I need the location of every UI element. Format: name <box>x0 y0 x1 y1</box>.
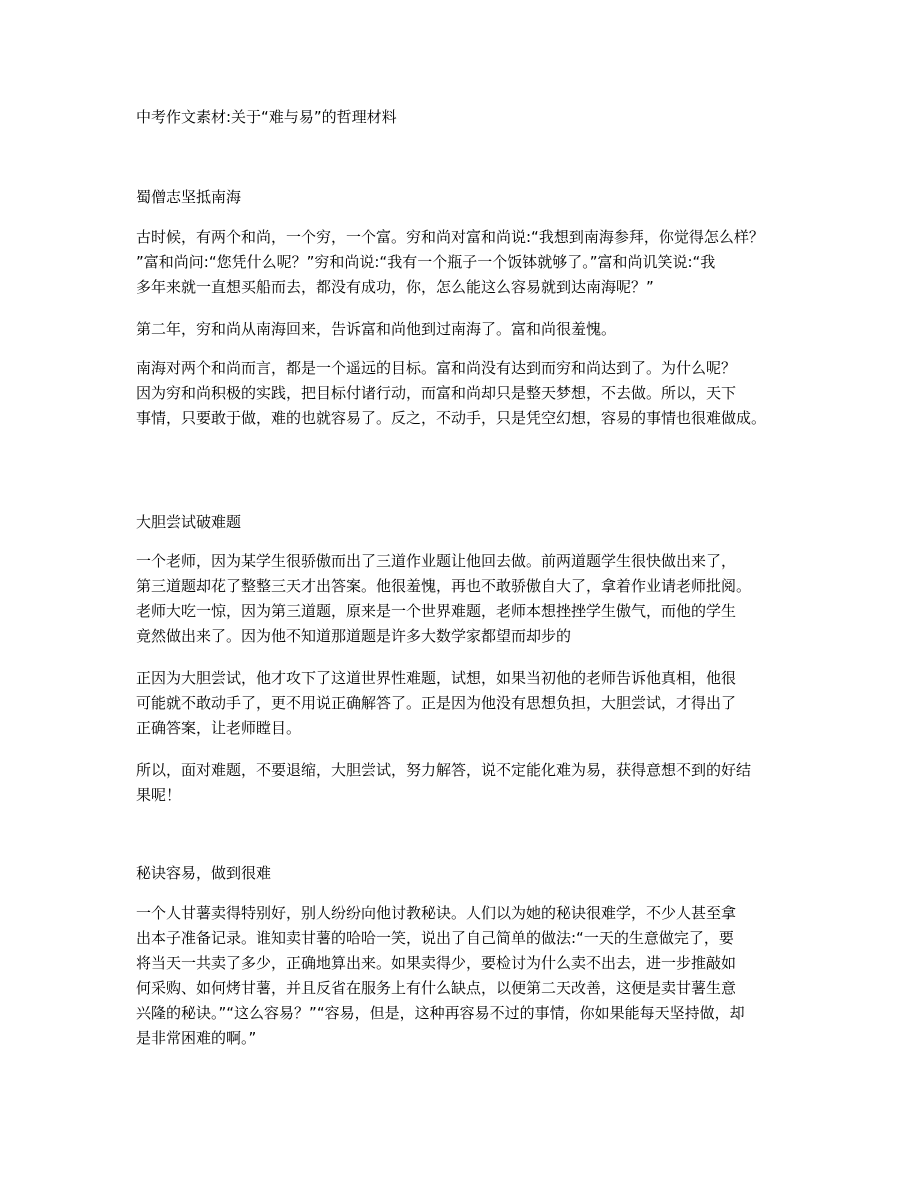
text-line: 出本子准备记录。谁知卖甘薯的哈哈一笑，说出了自己简单的做法:“一天的生意做完了，要 <box>136 929 734 947</box>
text-line: 南海对两个和尚而言，都是一个遥远的目标。富和尚没有达到而穷和尚达到了。为什么呢？ <box>136 359 737 377</box>
text-line: 所以，面对难题，不要退缩，大胆尝试，努力解答，说不定能化难为易，获得意想不到的好结 <box>136 761 752 779</box>
text-line: 因为穷和尚积极的实践，把目标付诸行动，而富和尚却只是整天梦想，不去做。所以，天下 <box>136 384 737 402</box>
section-heading-3: 秘诀容易，做到很难 <box>136 864 272 882</box>
text-line: 可能就不敢动手了，更不用说正确解答了。正是因为他没有思想负担，大胆尝试，才得出了 <box>136 694 737 712</box>
paragraph <box>136 901 806 1051</box>
paragraph <box>136 317 806 342</box>
paragraph <box>136 225 806 300</box>
text-line: 第二年，穷和尚从南海回来，告诉富和尚他到过南海了。富和尚很羞愧。 <box>136 320 617 338</box>
paragraph <box>136 758 806 808</box>
text-line: 正确答案，让老师瞠目。 <box>136 719 302 737</box>
paragraph <box>136 549 806 649</box>
text-line: 第三道题却花了整整三天才出答案。他很羞愧，再也不敢骄傲自大了，拿着作业请老师批阅。 <box>136 577 752 595</box>
text-line: 竟然做出来了。因为他不知道那道题是许多大数学家都望而却步的 <box>136 627 572 645</box>
section-heading-1: 蜀僧志坚抵南海 <box>136 188 242 206</box>
text-line: 多年来就一直想买船而去，都没有成功，你，怎么能这么容易就到达南海呢？” <box>136 278 654 296</box>
text-line: 将当天一共卖了多少，正确地算出来。如果卖得少，要检讨为什么卖不出去，进一步推敲如 <box>136 954 737 972</box>
text-line: 正因为大胆尝试，他才攻下了这道世界性难题，试想，如果当初他的老师告诉他真相，他很 <box>136 669 737 687</box>
text-line: 事情，只要敢于做，难的也就容易了。反之，不动手，只是凭空幻想，容易的事情也很难做成。 <box>136 409 767 427</box>
section-heading-2: 大胆尝试破难题 <box>136 513 242 531</box>
paragraph <box>136 356 806 431</box>
text-line: 是非常困难的啊。” <box>136 1029 257 1047</box>
text-line: 何采购、如何烤甘薯，并且反省在服务上有什么缺点，以便第二天改善，这便是卖甘薯生意 <box>136 979 737 997</box>
document-title: 中考作文素材:关于“难与易”的哲理材料 <box>136 108 397 126</box>
text-line: 果呢！ <box>136 786 182 804</box>
text-line: ”富和尚问:“您凭什么呢？”穷和尚说:“我有一个瓶子一个饭钵就够了。”富和尚讥笑说:“我 <box>136 253 716 271</box>
text-line: 古时候，有两个和尚，一个穷，一个富。穷和尚对富和尚说:“我想到南海参拜，你觉得怎么样？ <box>136 228 764 246</box>
text-line: 一个老师，因为某学生很骄傲而出了三道作业题让他回去做。前两道题学生很快做出来了， <box>136 552 737 570</box>
text-line: 老师大吃一惊，因为第三道题，原来是一个世界难题，老师本想挫挫学生傲气，而他的学生 <box>136 602 737 620</box>
paragraph <box>136 666 806 741</box>
text-line: 一个人甘薯卖得特别好，别人纷纷向他讨教秘诀。人们以为她的秘诀很难学，不少人甚至拿 <box>136 904 737 922</box>
text-line: 兴隆的秘诀。”“这么容易？”“容易，但是，这种再容易不过的事情，你如果能每天坚持做，却 <box>136 1004 745 1022</box>
